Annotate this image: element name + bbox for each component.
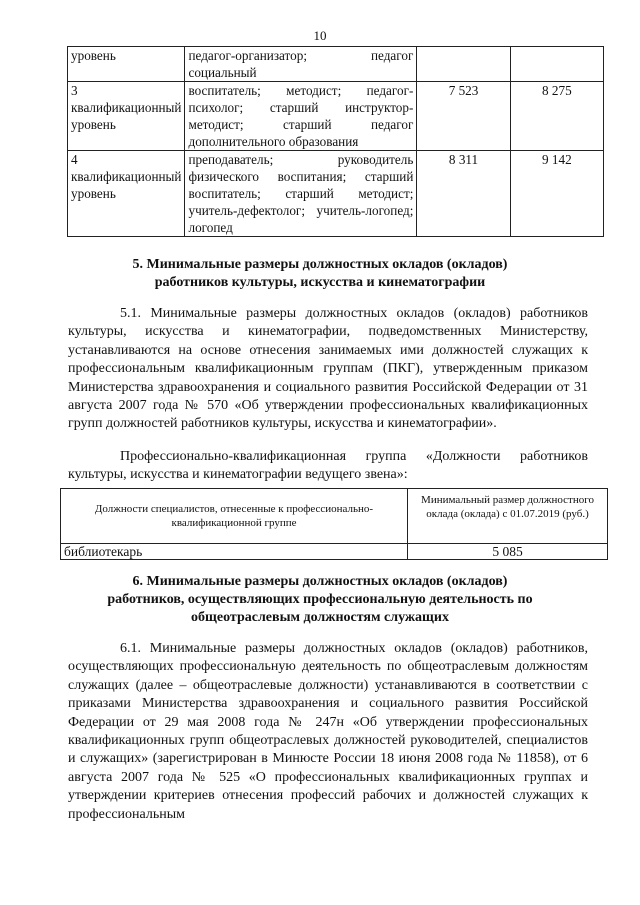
level-cell: 3 квалификационный уровень [68,82,185,151]
librarian-salary-table [60,488,608,560]
salary-value-cell: 5 085 [408,544,608,560]
section6-title-line1: 6. Минимальные размеры должностных окладов (окладов) [132,574,508,589]
salary-value-cell: 9 142 [510,151,603,237]
table-header-row [61,489,608,544]
section6-paragraph1: 6.1. Минимальные размеры должностных окладов (окладов) работников, осуществляющих профессиональную деятельность по общеотраслевым должностям служащих (далее – общеотраслевые должности) устанавливаются в соответствии с приказами Министерства здравоохранения и социального развития Российской Федерации от 29 мая 2008 года № 247н «Об утверждении профессиональных квалификационных групп общеотраслевых должностей руководителей, специалистов и служащих» (зарегистрирован в Минюсте России 18 июня 2008 года № 11858), от 6 августа 2007 года № 525 «О профессиональных квалификационных группах и утверждении критериев отнесения профессий рабочих и должностей служащих к профессиональным [68,641,588,822]
position-cell: библиотекарь [61,544,408,560]
salary-value-cell [510,47,603,82]
table-row [68,82,604,151]
section5-paragraph1: 5.1. Минимальные размеры должностных окладов (окладов) работников культуры, искусства и кинематографии, подведомственных Министерству, устанавливаются на основе отнесения занимаемых ими должностей служащих к профессиональным квалификационным группам (ПКГ), утвержденным приказом Министерства здравоохранения и социального развития Российской Федерации от 31 августа 2007 года № 570 «Об утверждении профессиональных квалификационных групп должностей работников культуры, искусства и кинематографии». [68,306,588,432]
positions-cell: педагог-организатор; педагог социальный [185,47,417,82]
level-cell: 4 квалификационный уровень [68,151,185,237]
salary-value-cell: 8 311 [417,151,510,237]
table-row [68,151,604,237]
section5-title-line2: работников культуры, искусства и кинематографии [154,275,486,290]
positions-cell: преподаватель; руководитель физического воспитания; старший воспитатель; старший методист; учитель-дефектолог; учитель-логопед; логопед [185,151,417,237]
section6-title-line2: работников, осуществляющих профессиональную деятельность по [107,592,533,607]
salary-value-cell: 8 275 [510,82,603,151]
table-row [68,47,604,82]
level-cell: уровень [68,47,185,82]
section6-title-line3: общеотраслевым должностям служащих [191,610,449,625]
section5-title-line1: 5. Минимальные размеры должностных окладов (окладов) [132,257,508,272]
column-header-salary: Минимальный размер должностного оклада (оклада) с 01.07.2019 (руб.) [408,489,608,544]
salary-value-cell: 7 523 [417,82,510,151]
positions-cell: воспитатель; методист; педагог-психолог; старший инструктор-методист; старший педагог дополнительного образования [185,82,417,151]
section5-paragraph2: Профессионально-квалификационная группа «Должности работников культуры, искусства и кинематографии ведущего звена»: [68,449,588,483]
column-header-positions: Должности специалистов, отнесенные к профессионально-квалификационной группе [61,489,408,544]
salary-table-continued [67,46,604,237]
page-number: 10 [313,28,327,43]
table-row [61,544,608,560]
salary-value-cell [417,47,510,82]
